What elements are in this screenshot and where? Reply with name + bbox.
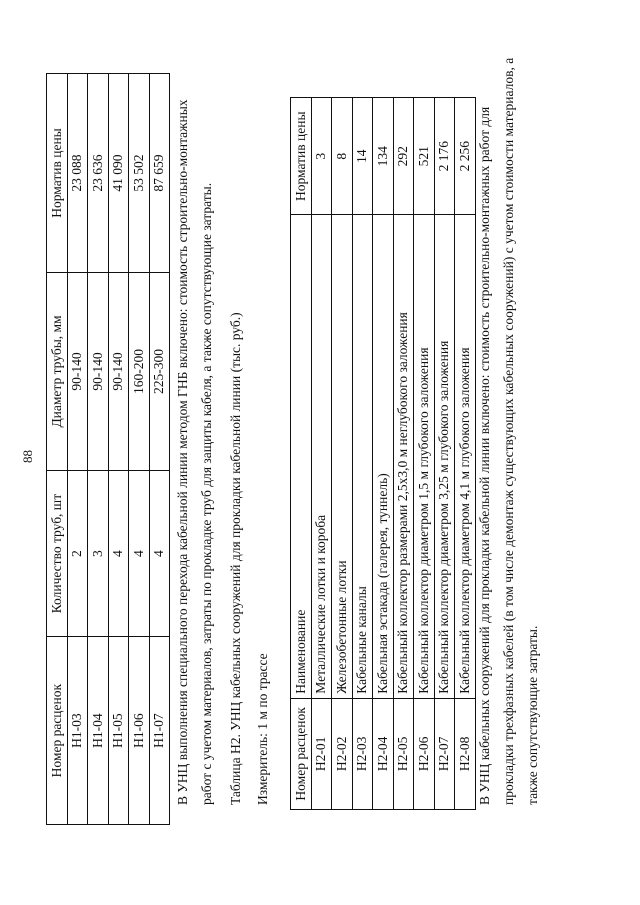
table-row bbox=[332, 98, 353, 810]
column-header: Норматив цены bbox=[291, 98, 312, 215]
table-cell: Н1-04 bbox=[88, 637, 109, 825]
table-cell: Н2-04 bbox=[373, 698, 394, 809]
table-row bbox=[414, 98, 435, 810]
table-cell: 41 090 bbox=[108, 74, 129, 273]
table-row bbox=[311, 98, 332, 810]
table-cell: Н2-03 bbox=[352, 698, 373, 809]
table2-unit: Измеритель: 1 м по трассе bbox=[255, 653, 270, 805]
table-cell: 23 636 bbox=[88, 74, 109, 273]
pipe-crossing-price-table bbox=[46, 73, 170, 825]
table-cell: Кабельная эстакада (галерея, туннель) bbox=[373, 215, 394, 698]
table-cell: 2 256 bbox=[455, 98, 476, 215]
table-cell: 53 502 bbox=[129, 74, 150, 273]
table-cell: 8 bbox=[332, 98, 353, 215]
table-cell: Н2-02 bbox=[332, 698, 353, 809]
column-header: Номер расценок bbox=[291, 698, 312, 809]
paragraph-structures-line2: прокладки трехфазных кабелей (в том числе демонтаж существующих кабельных сооружений) с учетом стоимости материалов, а bbox=[501, 57, 516, 805]
table-row bbox=[108, 74, 129, 825]
table-row bbox=[129, 74, 150, 825]
table-row bbox=[88, 74, 109, 825]
table-cell: Н2-05 bbox=[393, 698, 414, 809]
table2-caption: Таблица Н2. УНЦ кабельных сооружений для прокладки кабельной линии (тыс. руб.) bbox=[228, 312, 243, 805]
column-header: Норматив цены bbox=[47, 74, 68, 273]
table-cell: 4 bbox=[149, 470, 170, 636]
table-cell: 160-200 bbox=[129, 272, 150, 470]
table-cell: 90-140 bbox=[67, 272, 88, 470]
table-cell: 4 bbox=[108, 470, 129, 636]
table-cell: Н2-06 bbox=[414, 698, 435, 809]
table-cell: Кабельный коллектор диаметром 1,5 м глубокого заложения bbox=[414, 215, 435, 698]
table-cell: 90-140 bbox=[88, 272, 109, 470]
table-cell: Кабельный коллектор размерами 2,5х3,0 м неглубокого заложения bbox=[393, 215, 414, 698]
paragraph-structures-line3: также сопутствующие затраты. bbox=[525, 625, 540, 805]
table-cell: 14 bbox=[352, 98, 373, 215]
table-cell: 134 bbox=[373, 98, 394, 215]
paragraph-gnb-line2: работ с учетом материалов, затраты по прокладке труб для защиты кабеля, а также сопутствующие затраты. bbox=[199, 182, 214, 805]
column-header: Количество труб, шт bbox=[47, 470, 68, 636]
column-header: Наименование bbox=[291, 215, 312, 698]
table-row bbox=[373, 98, 394, 810]
table-cell: Н1-06 bbox=[129, 637, 150, 825]
table-cell: Н1-07 bbox=[149, 637, 170, 825]
table-cell: Кабельный коллектор диаметром 4,1 м глубокого заложения bbox=[455, 215, 476, 698]
table-cell: 3 bbox=[88, 470, 109, 636]
table-cell: 2 bbox=[67, 470, 88, 636]
table-row bbox=[455, 98, 476, 810]
table-cell: Кабельный коллектор диаметром 3,25 м глубокого заложения bbox=[434, 215, 455, 698]
table-cell: Металлические лотки и короба bbox=[311, 215, 332, 698]
table-cell: Н2-01 bbox=[311, 698, 332, 809]
table-cell: Н2-08 bbox=[455, 698, 476, 809]
table-cell: 521 bbox=[414, 98, 435, 215]
column-header: Номер расценок bbox=[47, 637, 68, 825]
page-number: 88 bbox=[20, 450, 35, 463]
table-row bbox=[149, 74, 170, 825]
table-cell: 2 176 bbox=[434, 98, 455, 215]
table-cell: Кабельные каналы bbox=[352, 215, 373, 698]
table-header-row bbox=[47, 74, 68, 825]
table-cell: 23 088 bbox=[67, 74, 88, 273]
table-cell: 87 659 bbox=[149, 74, 170, 273]
table-cell: 3 bbox=[311, 98, 332, 215]
table-cell: 90-140 bbox=[108, 272, 129, 470]
table-cell: 292 bbox=[393, 98, 414, 215]
table-cell: Н1-03 bbox=[67, 637, 88, 825]
table-cell: 225-300 bbox=[149, 272, 170, 470]
table-cell: Н2-07 bbox=[434, 698, 455, 809]
cable-structures-price-table bbox=[290, 97, 476, 810]
paragraph-structures-line1: В УНЦ кабельных сооружений для прокладки кабельной линии включено: стоимость строительно-монтажных работ для bbox=[477, 106, 492, 805]
table-cell: Н1-05 bbox=[108, 637, 129, 825]
paragraph-gnb-line1: В УНЦ выполнения специального перехода кабельной линии методом ГНБ включено: стоимость строительно-монтажных bbox=[175, 99, 190, 805]
column-header: Диаметр трубы, мм bbox=[47, 272, 68, 470]
table-header-row bbox=[291, 98, 312, 810]
table-row bbox=[352, 98, 373, 810]
table-row bbox=[434, 98, 455, 810]
table-row bbox=[67, 74, 88, 825]
table-row bbox=[393, 98, 414, 810]
table-cell: Железобетонные лотки bbox=[332, 215, 353, 698]
table-cell: 4 bbox=[129, 470, 150, 636]
